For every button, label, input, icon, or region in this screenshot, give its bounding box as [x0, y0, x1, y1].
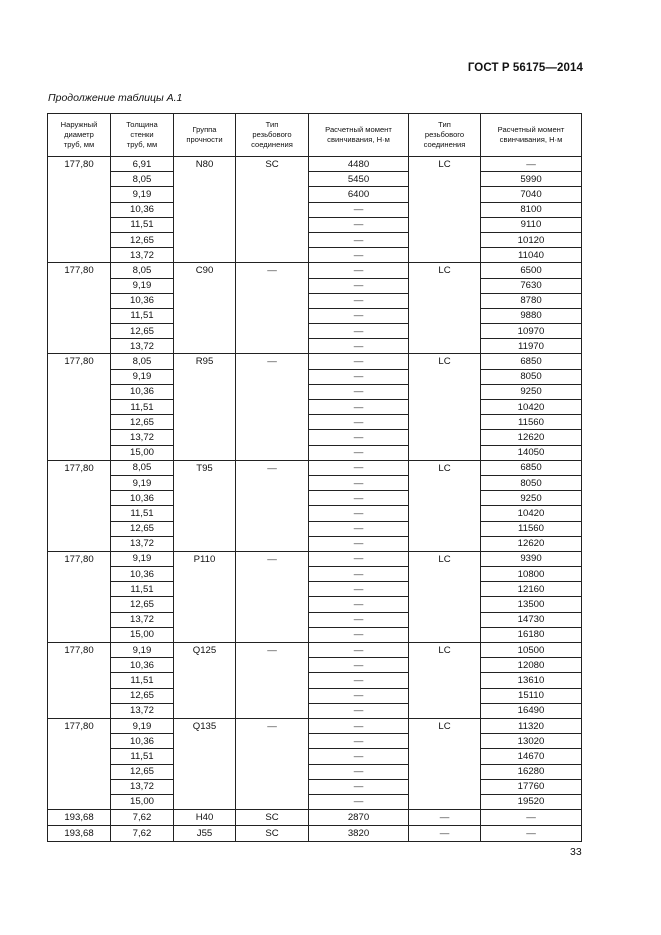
column-header-line: труб, мм — [126, 140, 158, 149]
outer-diameter-cell: 177,80 — [48, 354, 111, 460]
thread-type-cell: — — [236, 643, 309, 719]
column-header — [309, 114, 409, 157]
thread-type-cell: SC — [236, 810, 309, 826]
wall-thickness-cell: 13,72 — [111, 612, 174, 627]
wall-thickness-cell: 9,19 — [111, 278, 174, 293]
table-row — [48, 826, 582, 842]
table-row — [48, 475, 582, 490]
table-row — [48, 491, 582, 506]
column-header — [409, 114, 481, 157]
column-header-line: резьбового — [252, 130, 292, 139]
wall-thickness-cell: 7,62 — [111, 826, 174, 842]
makeup-torque-cell: 9390 — [481, 551, 582, 566]
outer-diameter-cell: 177,80 — [48, 643, 111, 719]
column-header-line: свинчивания, Н·м — [327, 135, 390, 144]
makeup-torque-cell: 9250 — [481, 384, 582, 399]
column-header-line: Наружный — [60, 120, 98, 129]
wall-thickness-cell: 11,51 — [111, 400, 174, 415]
makeup-torque-cell: — — [309, 764, 409, 779]
makeup-torque-cell: 10800 — [481, 567, 582, 582]
outer-diameter-cell: 177,80 — [48, 157, 111, 263]
makeup-torque-cell: 12080 — [481, 658, 582, 673]
wall-thickness-cell: 15,00 — [111, 627, 174, 642]
makeup-torque-cell: 7630 — [481, 278, 582, 293]
wall-thickness-cell: 12,65 — [111, 324, 174, 339]
table-row — [48, 369, 582, 384]
table-row — [48, 187, 582, 202]
wall-thickness-cell: 9,19 — [111, 551, 174, 566]
table-row — [48, 810, 582, 826]
table-row — [48, 567, 582, 582]
table-caption: Продолжение таблицы А.1 — [48, 92, 183, 104]
wall-thickness-cell: 8,05 — [111, 172, 174, 187]
wall-thickness-cell: 15,00 — [111, 794, 174, 809]
wall-thickness-cell: 13,72 — [111, 536, 174, 551]
makeup-torque-cell: 17760 — [481, 779, 582, 794]
makeup-torque-cell: 13610 — [481, 673, 582, 688]
wall-thickness-cell: 9,19 — [111, 369, 174, 384]
makeup-torque-cell: — — [309, 734, 409, 749]
steel-grade-cell: T95 — [174, 460, 236, 551]
table-row — [48, 749, 582, 764]
wall-thickness-cell: 9,19 — [111, 475, 174, 490]
table-row — [48, 308, 582, 323]
makeup-torque-cell: — — [309, 430, 409, 445]
wall-thickness-cell: 8,05 — [111, 263, 174, 278]
wall-thickness-cell: 10,36 — [111, 567, 174, 582]
makeup-torque-cell: — — [309, 202, 409, 217]
table-row — [48, 536, 582, 551]
makeup-torque-cell: 14730 — [481, 612, 582, 627]
steel-grade-cell: H40 — [174, 810, 236, 826]
column-header-line: Расчетный момент — [325, 125, 392, 134]
column-header-line: стенки — [130, 130, 154, 139]
wall-thickness-cell: 12,65 — [111, 688, 174, 703]
wall-thickness-cell: 11,51 — [111, 749, 174, 764]
thread-type-cell: SC — [236, 157, 309, 263]
makeup-torque-cell: 14670 — [481, 749, 582, 764]
thread-type-cell: — — [409, 810, 481, 826]
page-number: 33 — [570, 846, 582, 858]
wall-thickness-cell: 10,36 — [111, 491, 174, 506]
table-row — [48, 612, 582, 627]
makeup-torque-cell: — — [309, 278, 409, 293]
makeup-torque-cell: 13020 — [481, 734, 582, 749]
column-header-line: свинчивания, Н·м — [499, 135, 563, 144]
makeup-torque-cell: 11320 — [481, 718, 582, 733]
wall-thickness-cell: 11,51 — [111, 308, 174, 323]
table-body — [48, 157, 582, 842]
makeup-torque-cell: 11560 — [481, 521, 582, 536]
makeup-torque-cell: 16180 — [481, 627, 582, 642]
wall-thickness-cell: 12,65 — [111, 232, 174, 247]
makeup-torque-cell: 7040 — [481, 187, 582, 202]
table-header — [48, 114, 582, 157]
makeup-torque-cell: — — [309, 794, 409, 809]
table-row — [48, 384, 582, 399]
wall-thickness-cell: 10,36 — [111, 734, 174, 749]
makeup-torque-cell: 3820 — [309, 826, 409, 842]
thread-type-cell: LC — [409, 551, 481, 642]
outer-diameter-cell: 193,68 — [48, 810, 111, 826]
makeup-torque-cell: 6850 — [481, 460, 582, 475]
makeup-torque-cell: 10420 — [481, 506, 582, 521]
steel-grade-cell: N80 — [174, 157, 236, 263]
table-row — [48, 278, 582, 293]
column-header — [111, 114, 174, 157]
makeup-torque-cell: 11970 — [481, 339, 582, 354]
steel-grade-cell: R95 — [174, 354, 236, 460]
makeup-torque-cell: 10420 — [481, 400, 582, 415]
wall-thickness-cell: 10,36 — [111, 202, 174, 217]
wall-thickness-cell: 8,05 — [111, 354, 174, 369]
steel-grade-cell: C90 — [174, 263, 236, 354]
makeup-torque-cell: 11560 — [481, 415, 582, 430]
table-row — [48, 718, 582, 733]
makeup-torque-cell: 19520 — [481, 794, 582, 809]
wall-thickness-cell: 7,62 — [111, 810, 174, 826]
makeup-torque-cell: — — [309, 643, 409, 658]
makeup-torque-cell: 12160 — [481, 582, 582, 597]
makeup-torque-cell: 10120 — [481, 232, 582, 247]
wall-thickness-cell: 9,19 — [111, 643, 174, 658]
column-header-line: прочности — [186, 135, 223, 144]
table-row — [48, 582, 582, 597]
thread-type-cell: LC — [409, 263, 481, 354]
makeup-torque-cell: 10500 — [481, 643, 582, 658]
makeup-torque-cell: — — [309, 612, 409, 627]
table-row — [48, 263, 582, 278]
makeup-torque-cell: — — [309, 339, 409, 354]
wall-thickness-cell: 13,72 — [111, 339, 174, 354]
column-header-line: Расчетный момент — [497, 125, 565, 134]
makeup-torque-cell: — — [309, 248, 409, 263]
column-header-line: труб, мм — [63, 140, 95, 149]
makeup-torque-cell: 13500 — [481, 597, 582, 612]
column-header-line: Толщина — [126, 120, 158, 129]
table-row — [48, 430, 582, 445]
column-header — [236, 114, 309, 157]
makeup-torque-cell: — — [309, 232, 409, 247]
makeup-torque-cell: — — [481, 810, 582, 826]
makeup-torque-cell: 2870 — [309, 810, 409, 826]
table-row — [48, 794, 582, 809]
wall-thickness-cell: 8,05 — [111, 460, 174, 475]
wall-thickness-cell: 13,72 — [111, 703, 174, 718]
table-row — [48, 248, 582, 263]
makeup-torque-cell: — — [309, 369, 409, 384]
table-row — [48, 415, 582, 430]
makeup-torque-cell: 9880 — [481, 308, 582, 323]
wall-thickness-cell: 9,19 — [111, 187, 174, 202]
wall-thickness-cell: 12,65 — [111, 764, 174, 779]
table-row — [48, 597, 582, 612]
makeup-torque-cell: — — [309, 415, 409, 430]
table-row — [48, 551, 582, 566]
thread-type-cell: — — [409, 826, 481, 842]
makeup-torque-cell: 8050 — [481, 475, 582, 490]
outer-diameter-cell: 177,80 — [48, 263, 111, 354]
makeup-torque-cell: — — [309, 688, 409, 703]
makeup-torque-cell: — — [309, 718, 409, 733]
wall-thickness-cell: 13,72 — [111, 430, 174, 445]
thread-type-cell: LC — [409, 643, 481, 719]
wall-thickness-cell: 12,65 — [111, 521, 174, 536]
column-header — [48, 114, 111, 157]
makeup-torque-cell: 16280 — [481, 764, 582, 779]
table-row — [48, 673, 582, 688]
makeup-torque-cell: — — [481, 157, 582, 172]
outer-diameter-cell: 193,68 — [48, 826, 111, 842]
table-row — [48, 521, 582, 536]
thread-type-cell: — — [236, 460, 309, 551]
thread-type-cell: — — [236, 263, 309, 354]
thread-type-cell: — — [236, 551, 309, 642]
makeup-torque-cell: 12620 — [481, 430, 582, 445]
makeup-torque-cell: 5450 — [309, 172, 409, 187]
makeup-torque-cell: 9250 — [481, 491, 582, 506]
table-row — [48, 688, 582, 703]
table-row — [48, 157, 582, 172]
steel-grade-cell: Q135 — [174, 718, 236, 809]
makeup-torque-cell: — — [309, 749, 409, 764]
table-row — [48, 217, 582, 232]
makeup-torque-cell: — — [309, 506, 409, 521]
wall-thickness-cell: 15,00 — [111, 445, 174, 460]
wall-thickness-cell: 10,36 — [111, 384, 174, 399]
column-header-line: соединения — [251, 140, 293, 149]
thread-type-cell: LC — [409, 460, 481, 551]
table-row — [48, 658, 582, 673]
makeup-torque-cell: — — [309, 779, 409, 794]
table-row — [48, 232, 582, 247]
makeup-torque-cell: — — [309, 597, 409, 612]
makeup-torque-cell: 9110 — [481, 217, 582, 232]
wall-thickness-cell: 11,51 — [111, 582, 174, 597]
makeup-torque-cell: — — [309, 521, 409, 536]
table-row — [48, 324, 582, 339]
makeup-torque-cell: — — [309, 263, 409, 278]
outer-diameter-cell: 177,80 — [48, 551, 111, 642]
makeup-torque-cell: — — [309, 491, 409, 506]
makeup-torque-cell: — — [481, 826, 582, 842]
torque-table — [47, 113, 582, 842]
makeup-torque-cell: 8050 — [481, 369, 582, 384]
document-id: ГОСТ Р 56175—2014 — [467, 62, 583, 74]
column-header-line: резьбового — [424, 130, 465, 139]
table-row — [48, 506, 582, 521]
makeup-torque-cell: 4480 — [309, 157, 409, 172]
makeup-torque-cell: 16490 — [481, 703, 582, 718]
column-header-line: Тип — [265, 120, 279, 129]
makeup-torque-cell: — — [309, 703, 409, 718]
table-row — [48, 400, 582, 415]
makeup-torque-cell: 8100 — [481, 202, 582, 217]
table-row — [48, 354, 582, 369]
table-row — [48, 445, 582, 460]
wall-thickness-cell: 11,51 — [111, 673, 174, 688]
makeup-torque-cell: — — [309, 445, 409, 460]
table-row — [48, 293, 582, 308]
table-row — [48, 779, 582, 794]
thread-type-cell: LC — [409, 157, 481, 263]
steel-grade-cell: J55 — [174, 826, 236, 842]
makeup-torque-cell: — — [309, 308, 409, 323]
table-row — [48, 460, 582, 475]
table-row — [48, 172, 582, 187]
makeup-torque-cell: 15110 — [481, 688, 582, 703]
wall-thickness-cell: 11,51 — [111, 506, 174, 521]
thread-type-cell: SC — [236, 826, 309, 842]
makeup-torque-cell: 5990 — [481, 172, 582, 187]
wall-thickness-cell: 10,36 — [111, 293, 174, 308]
makeup-torque-cell: 6850 — [481, 354, 582, 369]
outer-diameter-cell: 177,80 — [48, 460, 111, 551]
makeup-torque-cell: — — [309, 536, 409, 551]
wall-thickness-cell: 12,65 — [111, 415, 174, 430]
makeup-torque-cell: 10970 — [481, 324, 582, 339]
column-header-line: соединения — [423, 140, 466, 149]
table-row — [48, 703, 582, 718]
makeup-torque-cell: — — [309, 658, 409, 673]
makeup-torque-cell: 11040 — [481, 248, 582, 263]
makeup-torque-cell: — — [309, 293, 409, 308]
makeup-torque-cell: 6400 — [309, 187, 409, 202]
steel-grade-cell: Q125 — [174, 643, 236, 719]
thread-type-cell: LC — [409, 354, 481, 460]
makeup-torque-cell: — — [309, 354, 409, 369]
column-header — [174, 114, 236, 157]
makeup-torque-cell: — — [309, 582, 409, 597]
makeup-torque-cell: — — [309, 400, 409, 415]
column-header-line: Тип — [438, 120, 451, 129]
thread-type-cell: — — [236, 354, 309, 460]
table-row — [48, 339, 582, 354]
header-row — [48, 114, 582, 157]
wall-thickness-cell: 10,36 — [111, 658, 174, 673]
table-row — [48, 764, 582, 779]
makeup-torque-cell: — — [309, 567, 409, 582]
column-header-line: диаметр — [64, 130, 94, 139]
makeup-torque-cell: — — [309, 324, 409, 339]
makeup-torque-cell: — — [309, 217, 409, 232]
makeup-torque-cell: 12620 — [481, 536, 582, 551]
table-row — [48, 643, 582, 658]
wall-thickness-cell: 12,65 — [111, 597, 174, 612]
makeup-torque-cell: 14050 — [481, 445, 582, 460]
makeup-torque-cell: — — [309, 673, 409, 688]
makeup-torque-cell: — — [309, 475, 409, 490]
outer-diameter-cell: 177,80 — [48, 718, 111, 809]
column-header-line: Группа — [192, 125, 217, 134]
wall-thickness-cell: 13,72 — [111, 248, 174, 263]
steel-grade-cell: P110 — [174, 551, 236, 642]
makeup-torque-cell: — — [309, 460, 409, 475]
makeup-torque-cell: — — [309, 627, 409, 642]
makeup-torque-cell: — — [309, 551, 409, 566]
table-row — [48, 202, 582, 217]
makeup-torque-cell: 8780 — [481, 293, 582, 308]
column-header — [481, 114, 582, 157]
thread-type-cell: LC — [409, 718, 481, 809]
wall-thickness-cell: 11,51 — [111, 217, 174, 232]
thread-type-cell: — — [236, 718, 309, 809]
wall-thickness-cell: 6,91 — [111, 157, 174, 172]
table-row — [48, 627, 582, 642]
wall-thickness-cell: 9,19 — [111, 718, 174, 733]
makeup-torque-cell: — — [309, 384, 409, 399]
wall-thickness-cell: 13,72 — [111, 779, 174, 794]
table-row — [48, 734, 582, 749]
makeup-torque-cell: 6500 — [481, 263, 582, 278]
